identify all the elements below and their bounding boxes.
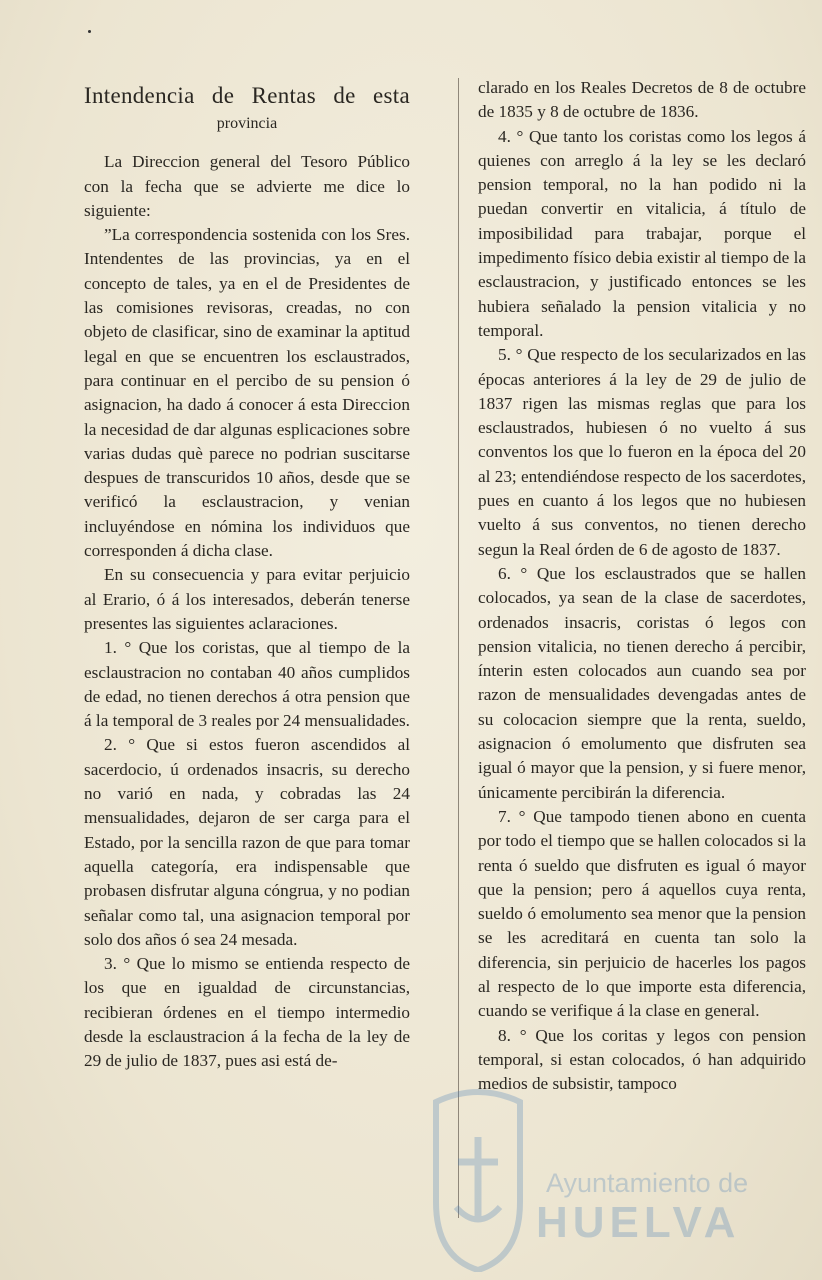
clause-7: 7. ° Que tampodo tienen abono en cuenta por todo el tiempo que se hallen colocados si la renta ó sueldo que disfruten es igual ó mayor que la pension; pero á aquellos cuya renta, sueldo ó emolumento sea menor que la pension se les acreditará en cuenta tan solo la diferencia, sin perjuicio de hacerles los pagos al respecto de lo que importe esta diferencia, cuando se verifique á la clase en general. [478,806,806,1021]
ink-dot [88,30,91,33]
document-title: Intendencia de Rentas de esta [84,83,410,108]
clause-8: 8. ° Que los coritas y legos con pension temporal, si estan colocados, ó han adquirido medios de subsistir, tampoco [478,1025,806,1094]
clause-5: 5. ° Que respecto de los secularizados en las épocas anteriores á la ley de 29 de julio de 1837 rigen las mismas reglas que para los esclaustrados, hubiesen ó no vuelto á sus conventos los que lo fueron en la época del 20 al 23; entendiéndose respecto de los sacerdotes, pues en cuanto á los legos que no hubiesen vuelto á sus conventos, no tienen derecho segun la Real órden de 6 de agosto de 1837. [478,345,806,559]
clause-3: 3. ° Que lo mismo se entienda respecto de los que en igualdad de circunstancias, recibieran órdenes en el tiempo intermedio desde la esclaustracion á la fecha de la ley de 29 de julio de 1837, pues asi está de- [84,954,410,1071]
clause-3-continued: clarado en los Reales Decretos de 8 de octubre de 1835 y 8 de octubre de 1836. [478,78,806,122]
quoted-paragraph: ”La correspondencia sostenida con los Sres. Intendentes de las provincias, ya en el concepto de tales, ya en el de Presidentes de las comisiones revisoras, creadas, no con objeto de clasificar, sino de examinar la aptitud legal en que se encuentren los esclaustrados, para continuar en el percibo de su pension ó asignacion, ha dado á conocer á esta Direccion la necesidad de dar algunas esplicaciones sobre varias dudas què parece no podrian suscitarse despues de transcuridos 10 años, desde que se verificó la esclaustracion, y venian incluyéndose en nómina los individuos que corresponden á dicha clase. [84,225,410,561]
column-divider [458,78,459,1218]
watermark-line-1: Ayuntamiento de [546,1168,749,1198]
clause-6: 6. ° Que los esclaustrados que se hallen colocados, ya sean de la clase de sacerdotes, ordenados insacris, coristas ó legos con pension vitalicia, no tienen derecho á percibir, ínterin esten colocados aun cuando sea por razon de mensualidades devengadas antes de su colocacion siempre que la renta, sueldo, asignacion ó emolumento que disfruten sea igual ó mayor que la pension, y si fuere menor, únicamente percibirán la diferencia. [478,563,806,802]
document-subtitle: provincia [216,115,278,132]
right-column [478,76,806,1096]
watermark-line-2: HUELVA [536,1198,741,1247]
clause-2: 2. ° Que si estos fueron ascendidos al sacerdocio, ú ordenados insacris, su derecho no varió en nada, y cobradas las 24 mensualidades, dejaron de ser carga para el Estado, por la sencilla razon de que para tomar aquella categoría, era indispensable que probasen disfrutar alguna cóngrua, y no podian señalar como tal, una asignacion temporal por solo dos años ó sea 24 mesada. [84,735,410,949]
clause-4: 4. ° Que tanto los coristas como los legos á quienes con arreglo á la ley se les declaró pension temporal, no la han podido ni la puedan convertir en vitalicia, á título de imposibilidad para trabajar, porque el impedimento físico debia existir al tiempo de la esclaustracion, y justificado entonces se les hubiera señalado la pension vitalicia y no temporal. [478,126,806,340]
clause-1: 1. ° Que los coristas, que al tiempo de la esclaustracion no contaban 40 años cumplidos de edad, no tienen derechos á otra pension que á la temporal de 3 reales por 24 mensualidades. [84,638,410,731]
crest-icon [428,1082,528,1272]
left-column [84,76,410,1074]
intro-paragraph: La Direccion general del Tesoro Público con la fecha que se advierte me dice lo siguiente: [84,152,410,220]
archive-watermark [412,1078,812,1278]
consequence-paragraph: En su consecuencia y para evitar perjuicio al Erario, ó á los interesados, deberán tenerse presentes las siguientes aclaraciones. [84,565,410,633]
